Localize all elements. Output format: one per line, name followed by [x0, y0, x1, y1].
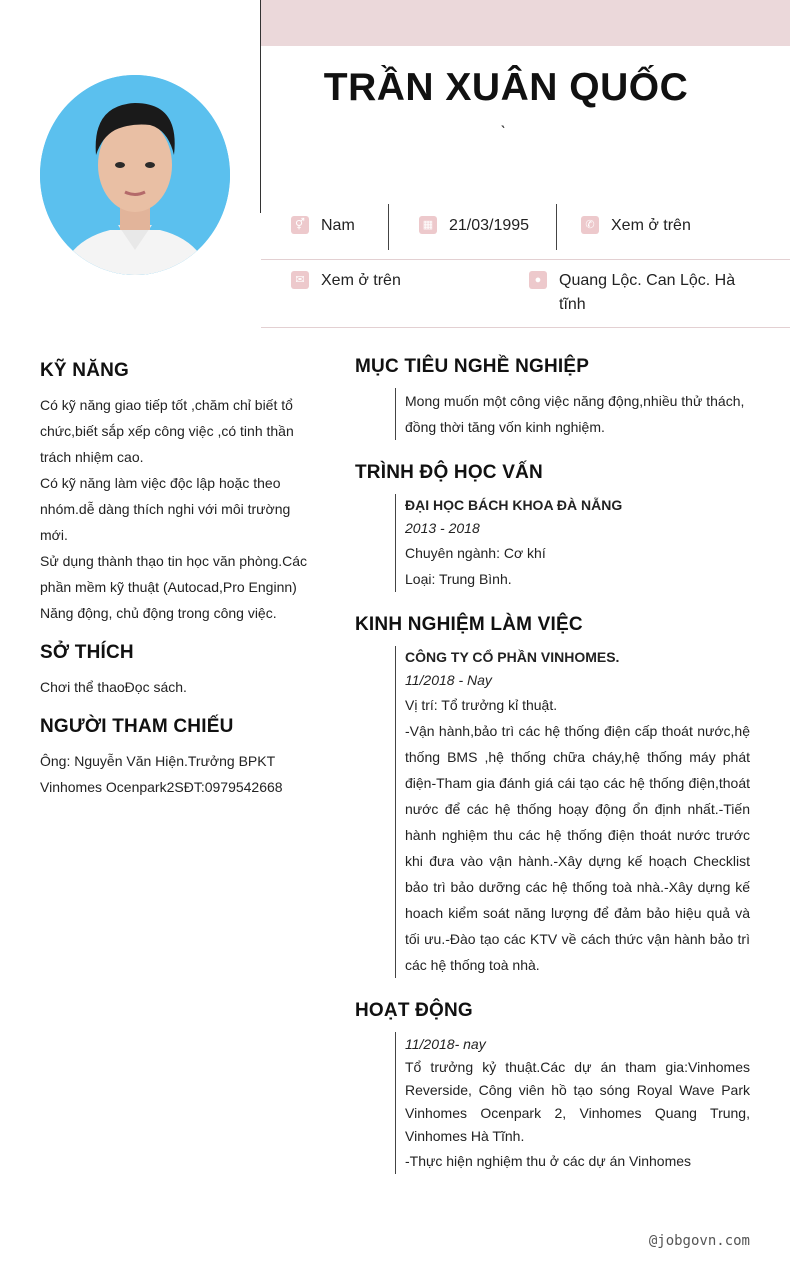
- education-body: [395, 494, 750, 592]
- gender-icon: ⚥: [291, 216, 309, 234]
- experience-section: [355, 614, 750, 978]
- birthday-item: [419, 214, 529, 238]
- email-item: [291, 269, 401, 293]
- address-value: Quang Lộc. Can Lộc. Hà tĩnh: [559, 272, 736, 313]
- contact-row-2: [261, 260, 790, 328]
- hobbies-text: Chơi thể thaoĐọc sách.: [40, 679, 187, 695]
- experience-position: Vị trí: Tổ trưởng kỉ thuật.: [405, 697, 558, 713]
- activities-note: -Thực hiện nghiệm thu ở các dự án Vinhomes: [405, 1153, 692, 1169]
- skill-item: Có kỹ năng làm việc độc lập hoặc theo nhóm.dễ dàng thích nghi với môi trường mới.: [40, 475, 291, 543]
- calendar-icon: ▦: [419, 216, 437, 234]
- objective-text: Mong muốn một công việc năng động,nhiều thử thách, đồng thời tăng vốn kinh nghiệm.: [405, 393, 745, 435]
- gender-value: Nam: [321, 217, 355, 234]
- skill-item: Có kỹ năng giao tiếp tốt ,chăm chỉ biết tổ chức,biết sắp xếp công việc ,có tinh thần trách nhiệm cao.: [40, 397, 294, 465]
- experience-heading: KINH NGHIỆM LÀM VIỆC: [355, 614, 583, 635]
- job-title: [261, 126, 751, 147]
- skills-heading: KỸ NĂNG: [40, 360, 130, 381]
- header-band: [261, 0, 790, 46]
- company-name: CÔNG TY CỔ PHẦN VINHOMES.: [405, 649, 620, 665]
- skill-item: Sử dụng thành thạo tin học văn phòng.Các phần mềm kỹ thuật (Autocad,Pro Enginn): [40, 553, 308, 595]
- activities-body: [395, 1032, 750, 1174]
- right-column: [355, 356, 750, 1196]
- experience-body: [395, 646, 750, 978]
- objective-heading: MỤC TIÊU NGHỀ NGHIỆP: [355, 356, 590, 377]
- education-major: Chuyên ngành: Cơ khí: [405, 545, 546, 561]
- experience-period: 11/2018 - Nay: [405, 672, 492, 688]
- gender-item: [291, 214, 355, 238]
- references-section: [40, 716, 310, 800]
- left-column: [40, 360, 310, 816]
- activities-section: [355, 1000, 750, 1174]
- objective-body: [395, 388, 750, 440]
- hobbies-section: [40, 642, 310, 700]
- school-name: ĐẠI HỌC BÁCH KHOA ĐÀ NẴNG: [405, 497, 623, 513]
- education-period: 2013 - 2018: [405, 520, 480, 536]
- avatar: [40, 75, 230, 275]
- email-value: Xem ở trên: [321, 272, 401, 289]
- candidate-name: TRẦN XUÂN QUỐC: [323, 66, 689, 109]
- portrait-photo: [40, 75, 230, 275]
- email-icon: ✉: [291, 271, 309, 289]
- skill-item: Năng động, chủ động trong công việc.: [40, 605, 277, 621]
- activities-period: 11/2018- nay: [405, 1036, 486, 1052]
- hobbies-heading: SỞ THÍCH: [40, 642, 134, 663]
- footer-brand: @jobgovn.com: [648, 1233, 750, 1249]
- activities-text: Tổ trưởng kỷ thuật.Các dự án tham gia:Vinhomes Reverside, Công viên hồ tạo sóng Royal Wave Park Vinhomes Ocenpark 2, Vinhomes Quang Trung, Vinhomes Hà Tĩnh.: [405, 1059, 750, 1144]
- phone-icon: ✆: [581, 216, 599, 234]
- references-heading: NGƯỜI THAM CHIẾU: [40, 716, 234, 737]
- education-heading: TRÌNH ĐỘ HỌC VẤN: [355, 462, 543, 483]
- skills-section: [40, 360, 310, 626]
- info-separator: [388, 204, 389, 250]
- address-item: [529, 269, 749, 317]
- phone-value: Xem ở trên: [611, 217, 691, 234]
- birthday-value: 21/03/1995: [449, 217, 530, 234]
- phone-item: [581, 214, 691, 238]
- experience-description: -Vận hành,bảo trì các hệ thống điện cấp thoát nước,hệ thống BMS ,hệ thống chữa cháy,hệ thống máy phát điện-Tham gia đánh giá cái tạo các hệ thống điện,thoát nước để các hệ thống hoạy động ổn định nhất.-Tiến hành nghiệm thu các hệ thống điện thoát nước trước khi đưa vào vận hành.-Xây dựng kế hoạch Checklist bảo trì bảo dưỡng các hệ thống toà nhà.-Xây dựng kế hoach kiểm soát năng lượng để đảm bảo hiệu quả và tối ưu.-Đào tạo các KTV về cách thức vận hành bảo trì các hệ thống toà nhà.: [405, 723, 750, 973]
- references-text: Ông: Nguyễn Văn Hiện.Trưởng BPKT Vinhomes Ocenpark2SĐT:0979542668: [40, 753, 283, 795]
- objective-section: [355, 356, 750, 440]
- location-icon: ●: [529, 271, 547, 289]
- education-section: [355, 462, 750, 592]
- contact-row-1: [261, 204, 790, 260]
- activities-heading: HOẠT ĐỘNG: [355, 1000, 473, 1021]
- info-separator: [556, 204, 557, 250]
- education-grade: Loại: Trung Bình.: [405, 571, 512, 587]
